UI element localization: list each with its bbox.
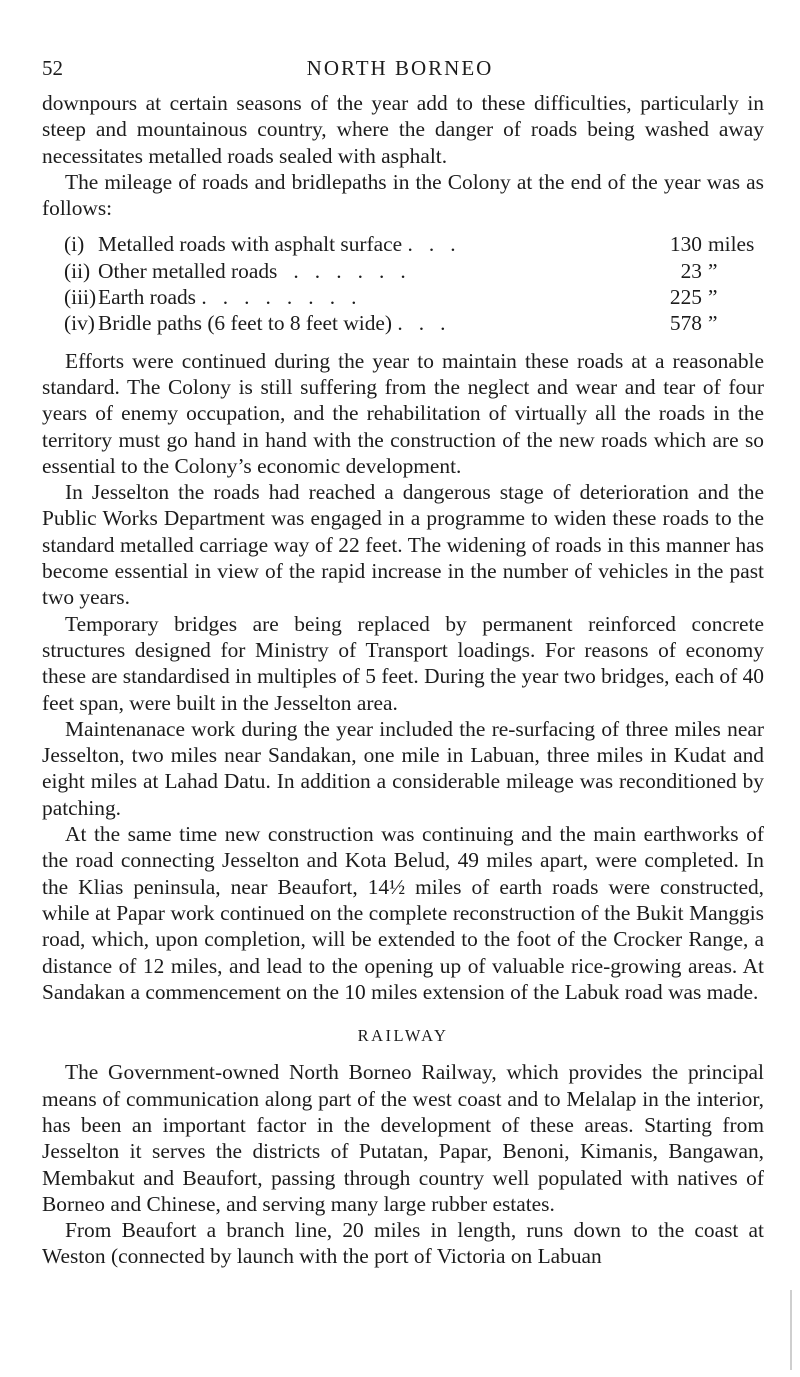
item-description: Other metalled roads . . . . . . bbox=[98, 258, 406, 283]
list-item bbox=[64, 284, 764, 310]
paragraph: downpours at certain seasons of the year add to these difficulties, particularly in steep and mountainous country, where the danger of roads being washed away necessitates metalled roads sealed with asphalt. bbox=[42, 91, 764, 168]
scan-edge-mark bbox=[790, 1290, 792, 1370]
running-title: NORTH BORNEO bbox=[306, 56, 494, 80]
item-number: (iii) bbox=[64, 285, 97, 310]
list-item bbox=[64, 258, 764, 284]
item-number: (ii) bbox=[64, 258, 91, 283]
item-unit: ” bbox=[708, 285, 718, 310]
item-quantity: 23 bbox=[680, 258, 702, 283]
paragraph: The mileage of roads and bridlepaths in the Colony at the end of the year was as follows: bbox=[42, 169, 764, 221]
item-number: (iv) bbox=[64, 311, 95, 336]
page-number: 52 bbox=[42, 56, 63, 80]
item-quantity: 578 bbox=[669, 311, 702, 336]
item-unit: ” bbox=[708, 258, 718, 283]
paragraph: Efforts were continued during the year to maintain these roads at a reasonable standard. The Colony is still suffering from the neglect and wear and tear of four years of enemy occupation, and the rehabilitation of virtually all the roads in the territory must go hand in hand with the construction of the new roads which are so essential to the Colony’s economic development. bbox=[42, 348, 764, 478]
paragraph: The Government-owned North Borneo Railway, which provides the principal means of communication along part of the west coast and to Melalap in the interior, has been an important factor in the development of these areas. Starting from Jesselton it serves the districts of Putatan, Papar, Benoni, Kimanis, Bangawan, Membakut and Beaufort, passing through country well populated with natives of Borneo and Chinese, and serving many large rubber estates. bbox=[42, 1060, 764, 1216]
paragraph: In Jesselton the roads had reached a dangerous stage of deterioration and the Public Works Department was engaged in a programme to widen these roads to the standard metalled carriage way of 22 feet. The widening of roads in this manner has become essential in view of the rapid increase in the number of vehicles in the past two years. bbox=[42, 480, 764, 610]
body-text bbox=[42, 90, 764, 1270]
item-description: Earth roads . . . . . . . . bbox=[98, 285, 357, 310]
mileage-list bbox=[64, 231, 764, 336]
item-unit: miles bbox=[708, 232, 755, 257]
list-item bbox=[64, 310, 764, 336]
item-quantity: 130 bbox=[669, 232, 702, 257]
paragraph: At the same time new construction was continuing and the main earthworks of the road connecting Jesselton and Kota Belud, 49 miles apart, were completed. In the Klias peninsula, near Beaufort, 14½ miles of earth roads were constructed, while at Papar work continued on the complete reconstruction of the Bukit Manggis road, which, upon completion, will be extended to the foot of the Crocker Range, a distance of 12 miles, and lead to the opening up of valuable rice-growing areas. At Sandakan a commencement on the 10 miles extension of the Labuk road was made. bbox=[42, 822, 764, 1004]
section-heading: RAILWAY bbox=[357, 1026, 449, 1046]
paragraph: From Beaufort a branch line, 20 miles in length, runs down to the coast at Weston (connected by launch with the port of Victoria on Labuan bbox=[42, 1218, 764, 1269]
paragraph: Temporary bridges are being replaced by permanent reinforced concrete structures designed for Ministry of Transport loadings. For reasons of economy these are standardised in multiples of 5 feet. During the year two bridges, each of 40 feet span, were built in the Jesselton area. bbox=[42, 611, 764, 715]
item-description: Bridle paths (6 feet to 8 feet wide) . . . bbox=[98, 311, 446, 336]
list-item bbox=[64, 231, 764, 257]
item-number: (i) bbox=[64, 232, 85, 257]
running-head bbox=[0, 56, 800, 86]
item-unit: ” bbox=[708, 311, 718, 336]
item-quantity: 225 bbox=[669, 285, 702, 310]
item-description: Metalled roads with asphalt surface . . . bbox=[98, 232, 456, 257]
paragraph: Maintenanace work during the year included the re-surfacing of three miles near Jesselton, two miles near Sandakan, one mile in Labuan, three miles in Kudat and eight miles at Lahad Datu. In addition a considerable mileage was reconditioned by patching. bbox=[42, 716, 764, 820]
